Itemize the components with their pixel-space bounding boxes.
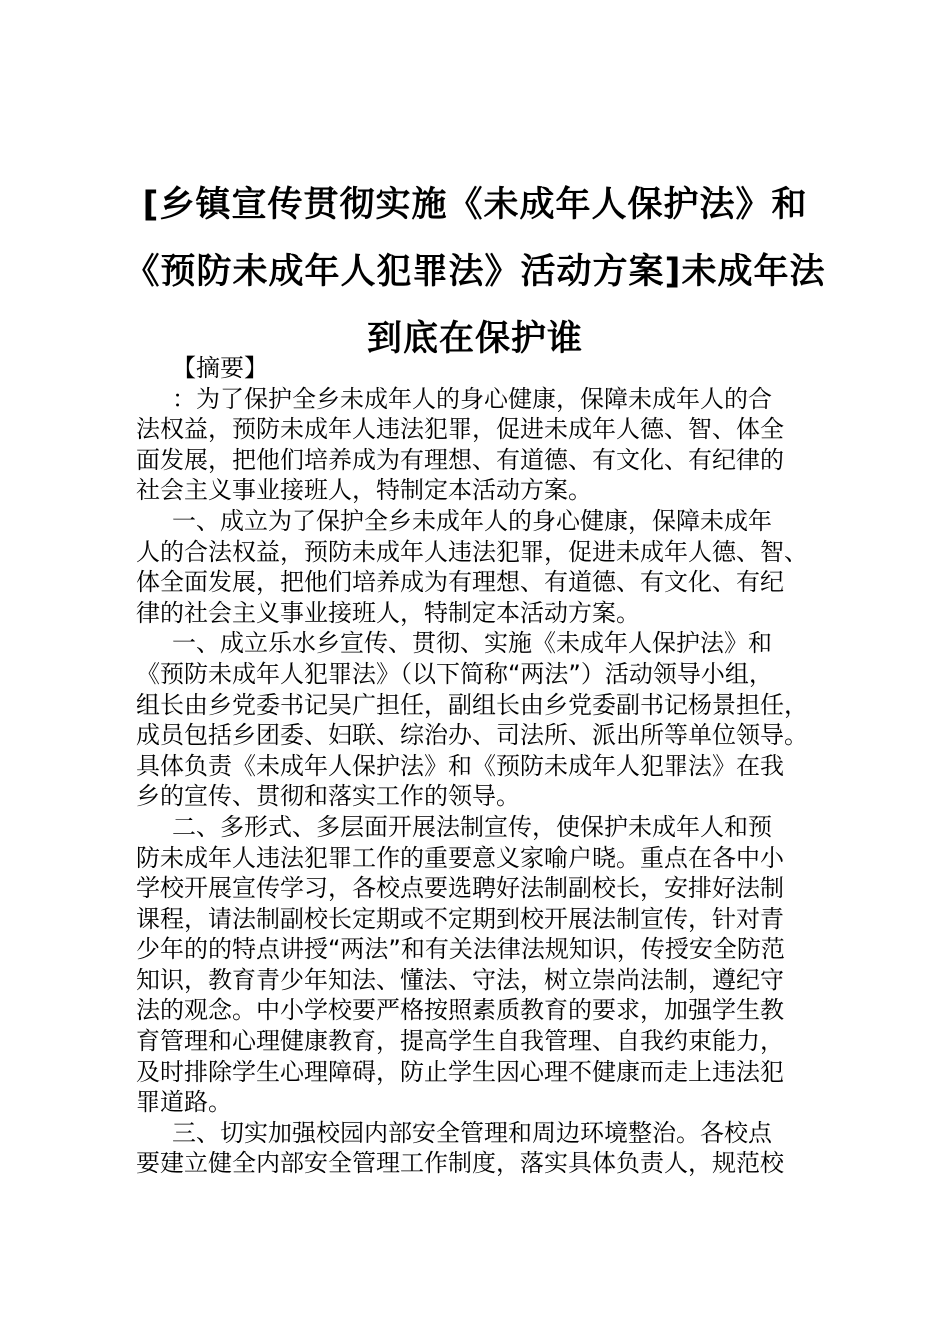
- text-line: 学校开展宣传学习，各校点要选聘好法制副校长，安排好法制: [136, 874, 784, 903]
- text-line: 育管理和心理健康教育，提高学生自我管理、自我约束能力，: [136, 1027, 784, 1056]
- text-line: 知识，教育青少年知法、懂法、守法，树立崇尚法制，遵纪守: [136, 965, 784, 994]
- text-line: 二、多形式、多层面开展法制宣传，使保护未成年人和预: [172, 812, 772, 841]
- title-line-1: [乡镇宣传贯彻实施《未成年人保护法》和: [142, 185, 808, 225]
- text-line: 法的观念。中小学校要严格按照素质教育的要求，加强学生教: [136, 996, 784, 1025]
- text-line: 防未成年人违法犯罪工作的重要意义家喻户晓。重点在各中小: [136, 843, 784, 872]
- text-line: 要建立健全内部安全管理工作制度，落实具体负责人，规范校: [136, 1149, 784, 1178]
- text-line: 《预防未成年人犯罪法》（以下简称“两法”）活动领导小组，: [136, 659, 773, 688]
- text-line: 人的合法权益，预防未成年人违法犯罪，促进未成年人德、智、: [136, 537, 808, 566]
- text-line: 组长由乡党委书记吴广担任，副组长由乡党委副书记杨景担任，: [136, 690, 808, 719]
- text-line: 三、切实加强校园内部安全管理和周边环境整治。各校点: [172, 1118, 772, 1147]
- title-line-3: 到底在保护谁: [366, 319, 583, 359]
- text-line: 法权益，预防未成年人违法犯罪，促进未成年人德、智、体全: [136, 415, 784, 444]
- text-line: 具体负责《未成年人保护法》和《预防未成年人犯罪法》在我: [136, 751, 784, 780]
- title-line-2: 《预防未成年人犯罪法》活动方案]未成年法: [124, 252, 826, 292]
- text-line: 社会主义事业接班人，特制定本活动方案。: [136, 476, 592, 505]
- text-line: 罪道路。: [136, 1088, 232, 1117]
- text-line: 少年的的特点讲授“两法”和有关法律法规知识，传授安全防范: [136, 935, 785, 964]
- document-body: [136, 353, 848, 1179]
- text-line: 一、成立为了保护全乡未成年人的身心健康，保障未成年: [172, 506, 772, 535]
- text-line: ：为了保护全乡未成年人的身心健康，保障未成年人的合: [172, 384, 772, 413]
- text-line: 乡的宣传、贯彻和落实工作的领导。: [136, 782, 520, 811]
- text-line: 体全面发展，把他们培养成为有理想、有道德、有文化、有纪: [136, 568, 784, 597]
- text-line: 成员包括乡团委、妇联、综治办、司法所、派出所等单位领导。: [136, 721, 808, 750]
- document-title: [110, 172, 840, 373]
- text-line: 律的社会主义事业接班人，特制定本活动方案。: [136, 598, 640, 627]
- text-line: 面发展，把他们培养成为有理想、有道德、有文化、有纪律的: [136, 445, 784, 474]
- text-line: 及时排除学生心理障碍，防止学生因心理不健康而走上违法犯: [136, 1057, 784, 1086]
- abstract-heading: 【摘要】: [172, 354, 268, 382]
- text-line: 课程，请法制副校长定期或不定期到校开展法制宣传，针对青: [136, 904, 784, 933]
- text-line: 一、成立乐水乡宣传、贯彻、实施《未成年人保护法》和: [172, 629, 772, 658]
